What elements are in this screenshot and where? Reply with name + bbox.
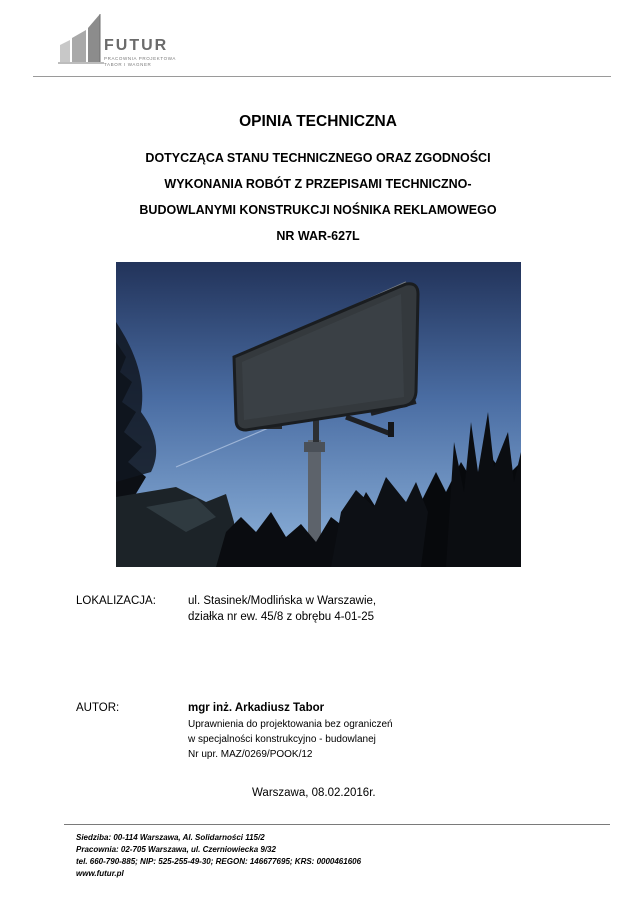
footer-rule (64, 824, 610, 825)
logo-subtitle-2: TABOR I WAGNER (104, 62, 152, 67)
location-label: LOKALIZACJA: (76, 595, 156, 607)
footer-line-2: Pracownia: 02-705 Warszawa, ul. Czerniowiecka 9/32 (76, 845, 276, 854)
place-date: Warszawa, 08.02.2016r. (252, 787, 376, 799)
document-title: OPINIA TECHNICZNA (239, 113, 397, 130)
logo-wordmark: FUTUR (104, 37, 169, 54)
subtitle-line-1: DOTYCZĄCA STANU TECHNICZNEGO ORAZ ZGODNOŚCI (145, 151, 491, 165)
logo-subtitle-1: PRACOWNIA PROJEKTOWA (104, 56, 177, 61)
billboard-photo (116, 262, 521, 567)
footer-line-1: Siedziba: 00-114 Warszawa, Al. Solidarności 115/2 (76, 833, 265, 842)
author-line-1: Uprawnienia do projektowania bez ograniczeń (188, 719, 393, 730)
author-name: mgr inż. Arkadiusz Tabor (188, 702, 325, 714)
author-line-2: w specjalności konstrukcyjno - budowlanej (188, 734, 376, 745)
location-line-1: ul. Stasinek/Modlińska w Warszawie, (188, 595, 377, 607)
footer-line-3: tel. 660-790-885; NIP: 525-255-49-30; REGON: 146677695; KRS: 0000461606 (76, 857, 362, 866)
subtitle-line-4: NR WAR-627L (276, 229, 360, 243)
header-rule (33, 76, 611, 77)
author-line-3: Nr upr. MAZ/0269/POOK/12 (188, 749, 313, 760)
location-line-2: działka nr ew. 45/8 z obrębu 4-01-25 (188, 611, 375, 623)
author-label: AUTOR: (76, 702, 120, 714)
footer-website-link[interactable]: www.futur.pl (76, 869, 124, 878)
subtitle-line-3: BUDOWLANYMI KONSTRUKCJI NOŚNIKA REKLAMOWEGO (139, 203, 497, 217)
subtitle-line-2: WYKONANIA ROBÓT Z PRZEPISAMI TECHNICZNO- (164, 177, 472, 191)
